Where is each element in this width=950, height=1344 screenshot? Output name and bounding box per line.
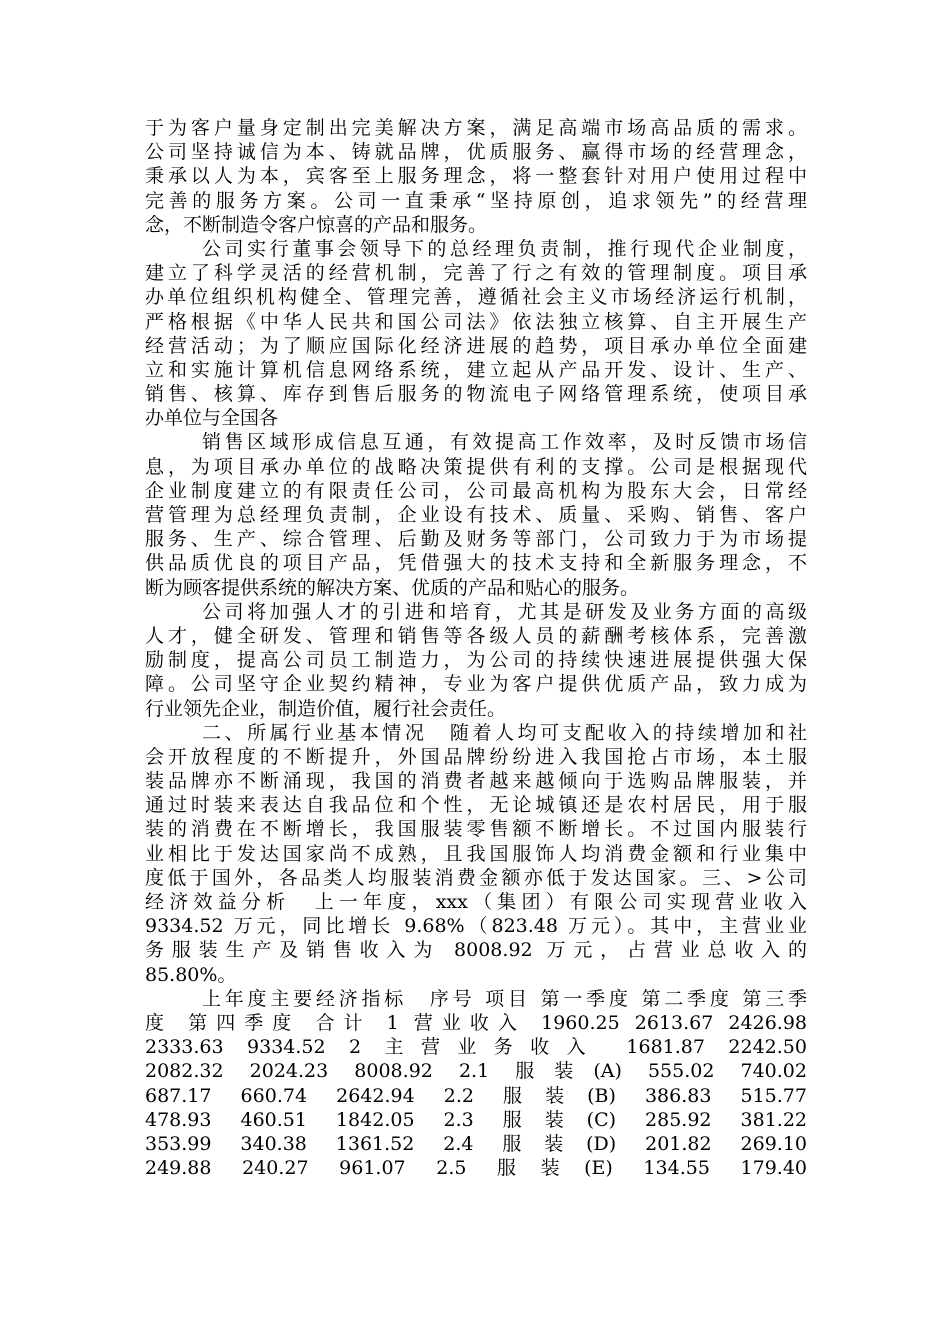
text-line: 2333.63 9334.52 2 主营业务收入 1681.87 2242.50 [145, 1036, 807, 1059]
text-line: 人才，健全研发、管理和销售等各级人员的薪酬考核体系，完善激 [145, 624, 807, 647]
text-line: 立和实施计算机信息网络系统，建立起从产品开发、设计、生产、 [145, 358, 807, 381]
text-line: 办单位组织机构健全、管理完善，遵循社会主义市场经济运行机制， [145, 286, 807, 309]
text-line: 销售、核算、库存到售后服务的物流电子网络管理系统，使项目承 [145, 383, 807, 406]
paragraph [145, 721, 807, 987]
text-line: 建立了科学灵活的经营机制，完善了行之有效的管理制度。项目承 [145, 262, 807, 285]
text-line: 85.80%。 [145, 963, 237, 986]
text-line: 服务、生产、综合管理、后勤及财务等部门，公司致力于为市场提 [145, 528, 807, 551]
text-line: 公司将加强人才的引进和培育，尤其是研发及业务方面的高级 [202, 600, 807, 623]
text-line: 度 第四季度 合计 1 营业收入 1960.25 2613.67 2426.98 [145, 1011, 807, 1034]
text-line: 完善的服务方案。公司一直秉承“坚持原创，追求领先”的经营理 [145, 189, 807, 212]
text-line: 念，不断制造令客户惊喜的产品和服务。 [145, 213, 488, 236]
text-line: 353.99 340.38 1361.52 2.4 服装(D) 201.82 269.10 [145, 1132, 807, 1155]
paragraph [145, 600, 807, 721]
text-line: 公司坚持诚信为本、铸就品牌，优质服务、赢得市场的经营理念， [145, 141, 807, 164]
text-line: 会开放程度的不断提升，外国品牌纷纷进入我国抢占市场，本土服 [145, 745, 807, 768]
text-line: 断为顾客提供系统的解决方案、优质的产品和贴心的服务。 [145, 576, 640, 599]
paragraph [145, 987, 807, 1181]
text-line: 478.93 460.51 1842.05 2.3 服装(C) 285.92 381.22 [145, 1108, 807, 1131]
text-line: 装的消费在不断增长，我国服装零售额不断增长。不过国内服装行 [145, 818, 807, 841]
text-line: 营管理为总经理负责制，企业设有技术、质量、采购、销售、客户 [145, 504, 807, 526]
document-body [145, 116, 807, 1180]
text-line: 行业领先企业，制造价值，履行社会责任。 [145, 697, 507, 720]
text-line: 销售区域形成信息互通，有效提高工作效率，及时反馈市场信 [202, 431, 807, 454]
paragraph [145, 237, 807, 431]
text-line: 上年度主要经济指标 序号 项目 第一季度 第二季度 第三季 [202, 987, 807, 1010]
text-line: 严格根据《中华人民共和国公司法》依法独立核算、自主开展生产 [145, 310, 807, 333]
text-line: 企业制度建立的有限责任公司，公司最高机构为股东大会，日常经 [145, 479, 807, 502]
text-line: 业相比于发达国家尚不成熟，且我国服饰人均消费金额和行业集中 [145, 842, 807, 865]
text-line: 9334.52 万元，同比增长 9.68%（823.48 万元）。其中，主营业业 [145, 915, 807, 938]
text-line: 687.17 660.74 2642.94 2.2 服装(B) 386.83 515.77 [145, 1084, 807, 1107]
text-line: 息，为项目承办单位的战略决策提供有利的支撑。公司是根据现代 [145, 455, 807, 478]
text-line: 经营活动；为了顺应国际化经济进展的趋势，项目承办单位全面建 [145, 334, 807, 357]
text-line: 秉承以人为本，宾客至上服务理念，将一整套针对用户使用过程中 [145, 165, 807, 188]
text-line: 励制度，提高公司员工制造力，为公司的持续快速进展提供强大保 [145, 649, 807, 672]
text-line: 供品质优良的项目产品，凭借强大的技术支持和全新服务理念，不 [145, 552, 807, 575]
text-line: 通过时装来表达自我品位和个性，无论城镇还是农村居民，用于服 [145, 794, 807, 817]
text-line: 办单位与全国各 [145, 407, 279, 430]
text-line: 务服装生产及销售收入为 8008.92 万元，占营业总收入的 [145, 939, 807, 962]
text-line: 障。公司坚守企业契约精神，专业为客户提供优质产品，致力成为 [145, 673, 807, 696]
text-line: 于为客户量身定制出完美解决方案，满足高端市场高品质的需求。 [145, 117, 807, 139]
text-line: 2082.32 2024.23 8008.92 2.1 服装(A) 555.02 740.02 [145, 1060, 807, 1083]
paragraph [145, 116, 807, 237]
text-line: 二、所属行业基本情况 随着人均可支配收入的持续增加和社 [202, 721, 807, 744]
paragraph [145, 430, 807, 599]
text-line: 度低于国外，各品类人均服装消费金额亦低于发达国家。三、>公司 [145, 866, 807, 889]
text-line: 经济效益分析 上一年度，xxx（集团）有限公司实现营业收入 [145, 891, 807, 913]
text-line: 装品牌亦不断涌现，我国的消费者越来越倾向于选购品牌服装，并 [145, 770, 807, 793]
text-line: 公司实行董事会领导下的总经理负责制，推行现代企业制度， [202, 237, 807, 260]
text-line: 249.88 240.27 961.07 2.5 服装(E) 134.55 179.40 [145, 1157, 807, 1180]
